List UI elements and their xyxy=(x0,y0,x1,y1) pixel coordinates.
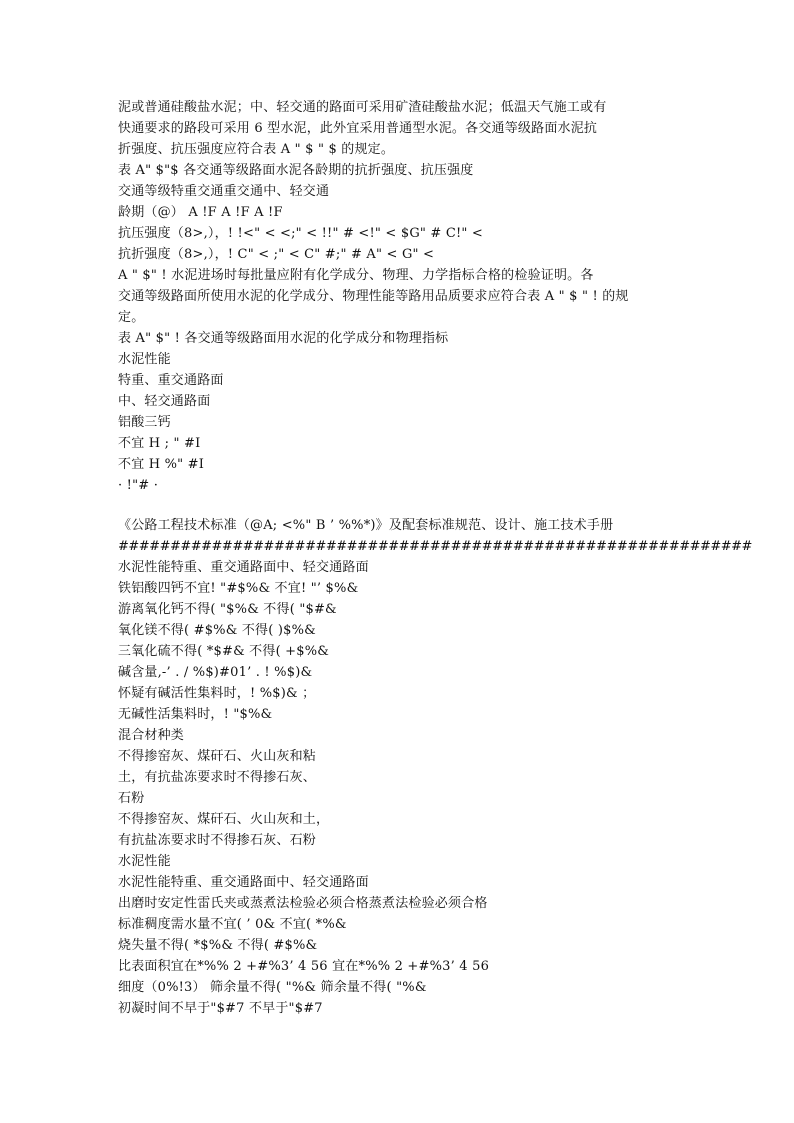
table-header-cell: 中、轻交通路面 xyxy=(118,394,211,409)
table-row: 无碱性活集料时，! "$%& xyxy=(118,707,273,722)
text-line: 交通等级路面所使用水泥的化学成分、物理性能等路用品质要求应符合表 A " $ " ! 的规 xyxy=(118,289,629,304)
table-row: 怀疑有碱活性集料时，! %$)& ； xyxy=(118,686,316,701)
table-caption: 表 A" $" ! 各交通等级路面用水泥的化学成分和物理指标 xyxy=(118,331,449,346)
table-row: 龄期（@） A !F A !F A !F xyxy=(118,205,283,220)
table-header-row: 水泥性能特重、重交通路面中、轻交通路面 xyxy=(118,875,369,890)
table-cell: 不得掺窑灰、煤矸石、火山灰和粘 xyxy=(118,749,317,764)
table-cell: 不得掺窑灰、煤矸石、火山灰和土， xyxy=(118,812,330,827)
text-line: 泥或普通硅酸盐水泥；中、轻交通的路面可采用矿渣硅酸盐水泥；低温天气施工或有 xyxy=(118,100,607,115)
text-line: 快通要求的路段可采用 6 型水泥，此外宜采用普通型水泥。各交通等级路面水泥抗 xyxy=(118,121,598,136)
table-header-row: 水泥性能特重、重交通路面中、轻交通路面 xyxy=(118,560,369,575)
table-row: 碱含量,-’ . / %$)#01’ . ! %$)& xyxy=(118,665,313,680)
text-line: A " $" ! 水泥进场时每批量应附有化学成分、物理、力学指标合格的检验证明。各 xyxy=(118,268,594,283)
table-cell: 石粉 xyxy=(118,791,145,806)
table-row: 游离氧化钙不得( "$%& 不得( "$#& xyxy=(118,602,337,617)
page-number: · !"# · xyxy=(118,478,159,493)
text-line: 折强度、抗压强度应符合表 A " $ " $ 的规定。 xyxy=(118,142,395,157)
header-rule: ############################################################# xyxy=(118,539,752,554)
text-block-lower xyxy=(118,515,752,1019)
table-row: 比表面积宜在*%% 2 +#%3’ 4 56 宜在*%% 2 +#%3’ 4 56 xyxy=(118,959,490,974)
table-cell: 有抗盐冻要求时不得掺石灰、石粉 xyxy=(118,833,317,848)
table-caption: 表 A" $"$ 各交通等级路面水泥各龄期的抗折强度、抗压强度 xyxy=(118,163,474,178)
table-row: 氧化镁不得( #$%& 不得( )$%& xyxy=(118,623,316,638)
table-row: 出磨时安定性雷氏夹或蒸煮法检验必须合格蒸煮法检验必须合格 xyxy=(118,896,488,911)
table-cell: 土，有抗盐冻要求时不得掺石灰、 xyxy=(118,770,317,785)
table-header-row: 交通等级特重交通重交通中、轻交通 xyxy=(118,184,330,199)
text-block-upper xyxy=(118,97,678,496)
table-row: 初凝时间不早于"$#7 不早于"$#7 xyxy=(118,1001,323,1016)
table-cell: 水泥性能 xyxy=(118,854,171,869)
table-row: 细度（0%!3） 筛余量不得( "%& 筛余量不得( "%& xyxy=(118,980,427,995)
table-row: 标准稠度需水量不宜( ’ 0& 不宜( *%& xyxy=(118,917,347,932)
table-row: 抗压强度（8>,），! !<" < <;" < !!" # <!" < $G" # C!" < xyxy=(118,226,484,241)
table-cell: 不宜 H %" #I xyxy=(118,457,205,472)
table-row: 烧失量不得( *$%& 不得( #$%& xyxy=(118,938,318,953)
table-cell: 混合材种类 xyxy=(118,728,185,743)
running-header: 《公路工程技术标准（@A; <%" B ’ %%*)》及配套标准规范、设计、施工技术手册 xyxy=(118,518,614,533)
text-line: 定。 xyxy=(118,310,145,325)
table-header-cell: 特重、重交通路面 xyxy=(118,373,224,388)
table-cell: 铝酸三钙 xyxy=(118,415,171,430)
table-row: 三氧化硫不得( *$#& 不得( +$%& xyxy=(118,644,330,659)
table-cell: 不宜 H ; " #I xyxy=(118,436,201,451)
table-row: 铁铝酸四钙不宜! "#$%& 不宜! "’ $%& xyxy=(118,581,359,596)
table-header-cell: 水泥性能 xyxy=(118,352,171,367)
table-row: 抗折强度（8>,），! C" < ;" < C" #;" # A" < G" < xyxy=(118,247,435,262)
